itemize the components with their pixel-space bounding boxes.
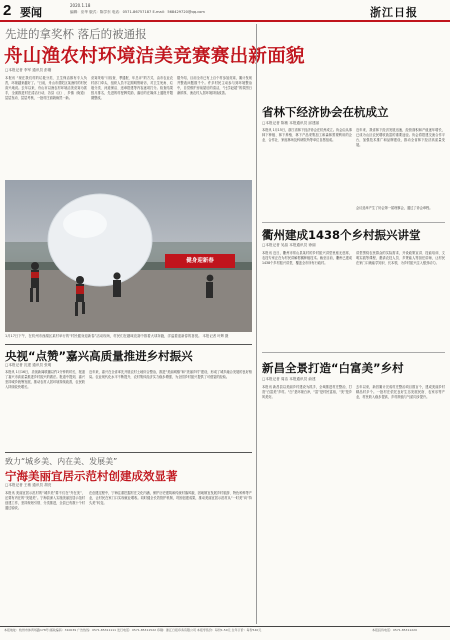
quzhou-headline: 衢州建成1438个乡村振兴讲堂 — [262, 228, 421, 242]
jiaxing-body-col1: 本报讯 1月16日，央视新闻联播以约1分钟的时长，报道了嘉兴市高质量推进乡村振兴的做法。报道中提到，嘉兴坚持城乡统筹发展，推动农村人居环境持续改善，农民收入持续较快增长。 — [5, 370, 85, 389]
footer-phone: 本报投诉电话：0571-85311220 — [372, 628, 417, 632]
ninghai-divider — [5, 452, 252, 453]
lead-kicker: 先进的拿奖杯 落后的被通报 — [5, 27, 147, 41]
lower-divider — [5, 344, 252, 345]
lead-photo — [5, 180, 252, 332]
page-number: 2 — [3, 2, 12, 19]
lead-byline: □本报记者 李军 通讯员 彭刚 — [5, 68, 52, 72]
column-divider — [256, 24, 257, 624]
issue-date: 2020.1.18 — [70, 3, 91, 8]
quzhou-byline: □本报记者 吴晶 本报通讯员 徐丽 — [262, 243, 316, 247]
footer-rule — [0, 626, 450, 627]
forest-headline: 省林下经济协会在杭成立 — [262, 105, 389, 119]
lead-photo-caption: 1月17日下午，在杭州市西湖区某村举行的“村民健身迎新春”活动现场，村民们在趣味竞赛中推着大球奔跑，洋溢着迎新春的喜悦。 本报记者 叶辉 摄 — [5, 334, 229, 338]
lead-body-col2: 竞赛采取“月检查、季通报、年总评”的方式，由市农业农村部门牵头，组织人员不定期明察暗访，对卫生死角、垃圾分类、河道保洁、违章搭建等内容逐项打分。检查结果按月排名，先进的村授牌奖励，落后的在媒体上通报并限期整改。 — [91, 76, 173, 100]
xinchang-body-col2: 去年以来，新昌累计完成村庄整治项目数百个，建成美丽乡村精品村多个。一批村庄依托良好生态发展民宿、农家乐等产业，村民收入稳步提高，乡村颜值与气质同步提升。 — [356, 385, 445, 399]
forest-body-col2: 近年来，我省林下经济发展迅速，经营面积和产值逐年增长，已成为山区农民增收致富的重要途径。协会将搭建交流合作平台，加强技术推广和品牌建设，推动全省林下经济高质量发展。 — [356, 128, 445, 147]
paper-logo: 浙江日报 — [370, 6, 418, 19]
quzhou-body-col2: 讲堂围绕农民群众的实际需求，开设政策宣讲、技能培训、文明实践等课程，邀请农技人员、乡贤能人等担任讲师，让村民在家门口就能学知识、长本领，为乡村振兴注入强劲动力。 — [356, 251, 445, 265]
lead-headline: 舟山渔农村环境洁美竞赛赛出新面貌 — [4, 46, 305, 67]
lead-body-col3: 据介绍，目前全市已有上百个村参加竞赛，累计发现并整改问题数千个。许多村民主动参与到环境整治中，自觉维护房前屋后的清洁，“比学赶超”的氛围日渐浓厚，渔农村人居环境持续改善。 — [177, 76, 252, 95]
ninghai-body-col1: 本报讯 美丽宜居示范村的“城乡美”要不仅在“外在美”，还要有内在的“发展美”。宁海县深入实施美丽宜居示范村创建工作，坚持规划引领、分类推进，全县已有数十个村通过验收。 — [5, 491, 85, 510]
section-title: 要闻 — [20, 6, 42, 19]
ninghai-headline: 宁海美丽宜居示范村创建成效显著 — [5, 469, 178, 483]
masthead-rule — [0, 20, 450, 22]
forest-body-col2b: 会议选举产生了协会第一届理事会，通过了协会章程。 — [356, 206, 433, 210]
ninghai-kicker: 致力“城乡美、内在美、发展美” — [5, 457, 118, 466]
jiaxing-headline: 央视“点赞”嘉兴高质量推进乡村振兴 — [5, 349, 193, 363]
forest-byline: □本报记者 陈敏 本报通讯员 邱建丽 — [262, 121, 320, 125]
jiaxing-byline: □本报记者 沈建 通讯员 张明 — [5, 363, 52, 367]
photo-banner-text: 健身迎新春 — [186, 258, 214, 264]
edit-line: 编辑：应华 版式：陈学东 电话：0571-86757187 E-mail：568429720@qq.com — [70, 10, 205, 14]
ninghai-body-col2: 在创建过程中，宁海注重挖掘村庄文化内涵，保护历史建筑和传统村落风貌，因地制宜发展乡村旅游、特色种养等产业，让村民在家门口实现就业增收。同时健全长效管护机制，巩固创建成果，推动美丽宜居示范村从“一时美”向“持久美”转变。 — [89, 491, 252, 505]
footer-notice: 本报地址：杭州市体育场路178号 邮政编码：310039 广告热线：0571-85311111 发行电话：0571-85311522 印刷：浙江日报印务有限公司 本报零售价：每份1.50元 全年订价：每份540元 — [4, 628, 262, 632]
jiaxing-body-col2: 近年来，嘉兴在全省率先开展农村土地综合整治，推进“美丽城镇”和“美丽乡村”建设，形成了城乡融合发展的良好格局。农业现代化水平不断提升，农村集体经济实力稳步增强，为全国乡村振兴提供了可借鉴的经验。 — [89, 370, 252, 379]
quzhou-divider — [262, 352, 445, 353]
xinchang-byline: □本报记者 周洁 本报通讯员 俞建 — [262, 377, 316, 381]
forest-divider — [262, 222, 445, 223]
ninghai-byline: □本报记者 王敏 通讯员 胡亮 — [5, 483, 52, 487]
lead-body-col1: 本报讯 “现在我们村的垃圾分类、卫生保洁都有专人负责，环境越来越好了。”日前，舟山市普陀区某渔村的村民高兴地说。去年以来，舟山市以渔农村环境洁美竞赛为抓手，全面推进村庄清洁行动，各县（区）、乡镇（街道）层层发动、层层考核，一批村庄面貌焕然一新。 — [5, 76, 87, 100]
xinchang-headline: 新昌全景打造“白富美”乡村 — [262, 361, 404, 375]
quzhou-body-col1: 本报讯 近日，衢州市常山县某村的乡村振兴讲堂里座无虚席，农技专家正在为村民讲解柑橘种植技术。截至目前，衢州已建成1438个乡村振兴讲堂，覆盖全市所有行政村。 — [262, 251, 352, 265]
forest-body-col1: 本报讯 1月15日，浙江省林下经济协会在杭州成立。协会由从事林下种植、林下养殖、林下产品采集加工和森林景观利用的企业、合作社、家庭林场及科研院所等单位自愿组成。 — [262, 128, 352, 142]
xinchang-body-col1: 本报讯 新昌县以美丽乡村建设为抓手，全域推进村庄整治，打造“白富美”乡村。“白”是环境白净，“富”是村民富裕，“美”是乡风美好。 — [262, 385, 352, 399]
